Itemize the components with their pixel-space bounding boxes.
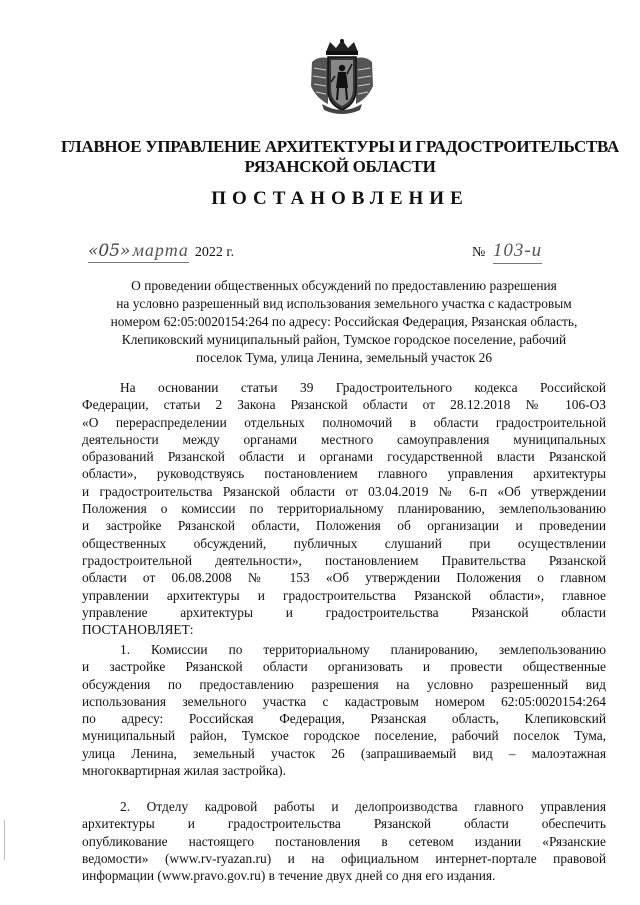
preamble-line: На основании статьи 39 Градостроительного кодекса Российской [120, 380, 606, 395]
preamble-line: области от 06.08.2008 № 153 «Об утверждении Положения о главном [82, 570, 606, 586]
subject-line: О проведении общественных обсуждений по предоставлению разрешения [131, 278, 557, 293]
preamble-line: области», руководствуясь постановлением главного управления архитектуры [82, 466, 606, 482]
item-2-paragraph [82, 798, 606, 884]
preamble-line: общественных обсуждений, публичных слушаний при осуществлении [82, 535, 606, 551]
document-date [88, 240, 234, 263]
item-2-line: ведомости» (www.rv-ryazan.ru) и на официальном интернет-портале правовой [82, 850, 606, 866]
preamble-line: управлении архитектуры и градостроительства Рязанской области», главное [82, 587, 606, 603]
item-1-line: муниципальный район, Тумское городское поселение, рабочий поселок Тума, [82, 728, 606, 744]
item-2-line: 2. Отделу кадровой работы и делопроизводства главного управления [120, 799, 606, 814]
authority-name: ГЛАВНОЕ УПРАВЛЕНИЕ АРХИТЕКТУРЫ И ГРАДОСТРОИТЕЛЬСТВА [61, 137, 619, 156]
preamble-paragraph [82, 379, 606, 638]
preamble-line: Положения о комиссии по территориальному планированию, землепользованию [82, 501, 606, 517]
subject-line: номером 62:05:0020154:264 по адресу: Российская Федерация, Рязанская область, [110, 314, 578, 329]
date-month: марта [132, 240, 189, 260]
item-1-line: улица Ленина, земельный участок 26 (запрашиваемый вид – малоэтажная [82, 745, 606, 761]
item-2-line: опубликование настоящего постановления в сетевом издании «Рязанские [82, 833, 606, 849]
preamble-line: деятельности между органами местного самоуправления муниципальных [82, 431, 606, 447]
preamble-line: «О перераспределении отдельных полномочий в области градостроительной [82, 414, 606, 430]
authority-region: РЯЗАНСКОЙ ОБЛАСТИ [244, 157, 436, 176]
item-1-line: по адресу: Российская Федерация, Рязанская область, Клепиковский [82, 711, 606, 727]
number-value: 103-и [493, 240, 542, 264]
document-type-title: ПОСТАНОВЛЕНИЕ [211, 188, 469, 209]
subject-line: Клепиковский муниципальный район, Тумское городское поселение, рабочий [121, 332, 567, 347]
scan-edge-mark [4, 820, 5, 860]
item-1-line: обсуждения по предоставлению разрешения на условно разрешенный вид [82, 676, 606, 692]
document-number [472, 240, 542, 264]
number-sign: № [472, 245, 486, 260]
subject-line: поселок Тума, улица Ленина, земельный участок 26 [195, 350, 493, 365]
decree-word: ПОСТАНОВЛЯЕТ: [82, 622, 194, 638]
ryazan-coat-of-arms-icon [308, 38, 376, 114]
preamble-line: Федерации, статьи 2 Закона Рязанской области от 28.12.2018 № 106-ОЗ [82, 397, 606, 413]
subject-line: на условно разрешенный вид использования земельного участка с кадастровым [116, 296, 572, 311]
preamble-line: и застройке Рязанской области, Положения об организации и проведении [82, 518, 606, 534]
item-1-line: использования земельного участка с кадастровым номером 62:05:0020154:264 [82, 693, 606, 709]
document-subject [82, 277, 606, 367]
item-1-line: 1. Комиссии по территориальному планированию, землепользованию [120, 642, 606, 657]
preamble-line: градостроительной деятельности», постановлением Правительства Рязанской [82, 552, 606, 568]
item-2-line: архитектуры и градостроительства Рязанской области обеспечить [82, 816, 606, 832]
item-1-line: и застройке Рязанской области организовать и провести общественные [82, 659, 606, 675]
preamble-line: управление архитектуры и градостроительства Рязанской области [82, 604, 606, 620]
date-day: «05» [88, 241, 131, 261]
preamble-line: и градостроительства Рязанской области от 03.04.2019 № 6-п «Об утверждении [82, 483, 606, 499]
item-1-line: многоквартирная жилая застройка). [82, 763, 286, 779]
item-1-paragraph [82, 641, 606, 779]
date-year: 2022 г. [194, 245, 235, 260]
item-2-line: информации (www.pravo.gov.ru) в течение двух дней со дня его издания. [82, 868, 496, 884]
preamble-line: образований Рязанской области и органами государственной власти Рязанской [82, 449, 606, 465]
date-handwritten [88, 240, 189, 263]
